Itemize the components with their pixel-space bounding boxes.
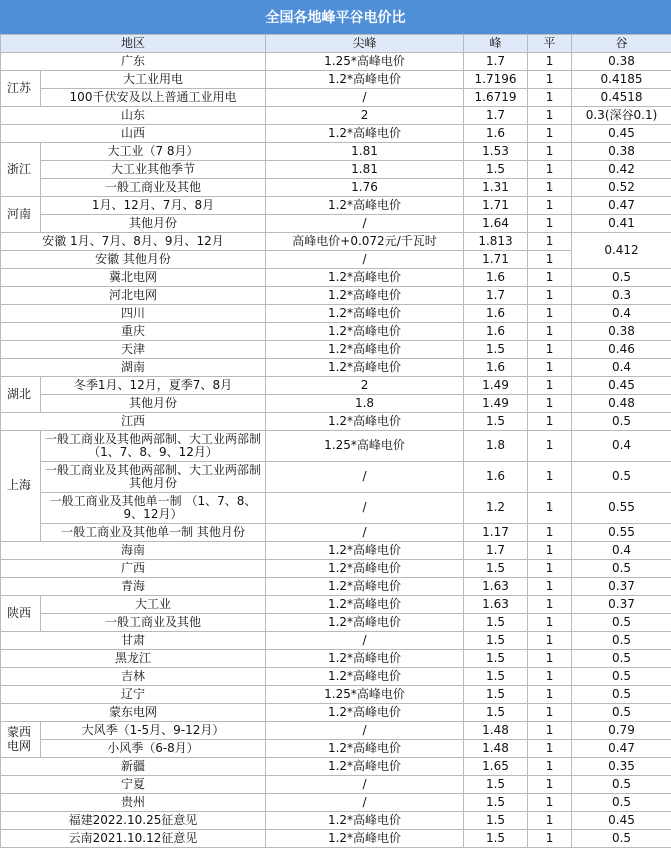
- ping-cell: 1: [528, 524, 572, 542]
- ping-cell: 1: [528, 179, 572, 197]
- sub-cell: 其他月份: [41, 395, 266, 413]
- gu-cell: 0.47: [572, 197, 671, 215]
- ping-cell: 1: [528, 395, 572, 413]
- table-row: [1, 794, 671, 812]
- region-cell: 天津: [1, 341, 266, 359]
- table-row: [1, 560, 671, 578]
- jianfeng-cell: 1.2*高峰电价: [266, 542, 464, 560]
- gu-cell: 0.5: [572, 776, 671, 794]
- region-cell: 四川: [1, 305, 266, 323]
- table-row: [1, 812, 671, 830]
- sub-cell: 1月、12月、7月、8月: [41, 197, 266, 215]
- gu-cell: 0.5: [572, 686, 671, 704]
- jianfeng-cell: 1.2*高峰电价: [266, 614, 464, 632]
- table-row: [1, 650, 671, 668]
- ping-cell: 1: [528, 830, 572, 848]
- ping-cell: 1: [528, 560, 572, 578]
- jianfeng-cell: 1.2*高峰电价: [266, 740, 464, 758]
- sub-cell: 大风季（1-5月、9-12月）: [41, 722, 266, 740]
- region-cell: 河南: [1, 197, 41, 233]
- feng-cell: 1.7196: [464, 71, 528, 89]
- jianfeng-cell: 1.2*高峰电价: [266, 71, 464, 89]
- table-row: [1, 215, 671, 233]
- gu-cell: 0.4: [572, 359, 671, 377]
- ping-cell: 1: [528, 341, 572, 359]
- gu-cell: 0.55: [572, 524, 671, 542]
- feng-cell: 1.7: [464, 107, 528, 125]
- gu-cell: 0.38: [572, 53, 671, 71]
- region-cell: 蒙东电网: [1, 704, 266, 722]
- ping-cell: 1: [528, 71, 572, 89]
- feng-cell: 1.71: [464, 197, 528, 215]
- jianfeng-cell: 1.2*高峰电价: [266, 560, 464, 578]
- gu-cell: 0.45: [572, 125, 671, 143]
- feng-cell: 1.5: [464, 341, 528, 359]
- ping-cell: 1: [528, 251, 572, 269]
- sub-cell: 一般工商业及其他两部制、大工业两部制 （1、7、8、9、12月）: [41, 431, 266, 462]
- feng-cell: 1.5: [464, 830, 528, 848]
- region-cell: 云南2021.10.12征意见: [1, 830, 266, 848]
- region-cell: 河北电网: [1, 287, 266, 305]
- ping-cell: 1: [528, 578, 572, 596]
- table-row: [1, 758, 671, 776]
- sub-cell: 大工业其他季节: [41, 161, 266, 179]
- ping-cell: 1: [528, 704, 572, 722]
- jianfeng-cell: 2: [266, 107, 464, 125]
- ping-cell: 1: [528, 758, 572, 776]
- ping-cell: 1: [528, 740, 572, 758]
- ping-cell: 1: [528, 143, 572, 161]
- ping-cell: 1: [528, 776, 572, 794]
- jianfeng-cell: 1.25*高峰电价: [266, 53, 464, 71]
- jianfeng-cell: /: [266, 215, 464, 233]
- gu-cell: 0.412: [572, 233, 671, 269]
- table-row: [1, 493, 671, 524]
- gu-cell: 0.38: [572, 143, 671, 161]
- ping-cell: 1: [528, 233, 572, 251]
- jianfeng-cell: 1.2*高峰电价: [266, 578, 464, 596]
- gu-cell: 0.35: [572, 758, 671, 776]
- table-row: [1, 462, 671, 493]
- table-row: [1, 89, 671, 107]
- region-cell: 甘肃: [1, 632, 266, 650]
- feng-cell: 1.6: [464, 269, 528, 287]
- sub-cell: 一般工商业及其他单一制 （1、7、8、9、12月）: [41, 493, 266, 524]
- table-row: [1, 341, 671, 359]
- region-cell: 江苏: [1, 71, 41, 107]
- feng-cell: 1.5: [464, 560, 528, 578]
- ping-cell: 1: [528, 596, 572, 614]
- region-cell: 海南: [1, 542, 266, 560]
- table-row: [1, 830, 671, 848]
- feng-cell: 1.6719: [464, 89, 528, 107]
- header-ping: 平: [528, 35, 572, 53]
- region-cell: 安徽 其他月份: [1, 251, 266, 269]
- gu-cell: 0.46: [572, 341, 671, 359]
- table-row: [1, 197, 671, 215]
- feng-cell: 1.6: [464, 305, 528, 323]
- jianfeng-cell: /: [266, 524, 464, 542]
- ping-cell: 1: [528, 107, 572, 125]
- table-row: [1, 233, 671, 251]
- jianfeng-cell: /: [266, 462, 464, 493]
- table-row: [1, 413, 671, 431]
- feng-cell: 1.8: [464, 431, 528, 462]
- jianfeng-cell: 1.2*高峰电价: [266, 758, 464, 776]
- table-row: [1, 71, 671, 89]
- gu-cell: 0.37: [572, 596, 671, 614]
- region-cell: 辽宁: [1, 686, 266, 704]
- gu-cell: 0.5: [572, 650, 671, 668]
- feng-cell: 1.6: [464, 323, 528, 341]
- table-row: [1, 668, 671, 686]
- ping-cell: 1: [528, 269, 572, 287]
- gu-cell: 0.4: [572, 305, 671, 323]
- header-region: 地区: [1, 35, 266, 53]
- feng-cell: 1.17: [464, 524, 528, 542]
- feng-cell: 1.813: [464, 233, 528, 251]
- region-cell: 吉林: [1, 668, 266, 686]
- gu-cell: 0.5: [572, 704, 671, 722]
- region-cell: 浙江: [1, 143, 41, 197]
- sub-cell: 一般工商业及其他两部制、大工业两部制 其他月份: [41, 462, 266, 493]
- region-cell: 冀北电网: [1, 269, 266, 287]
- ping-cell: 1: [528, 89, 572, 107]
- feng-cell: 1.5: [464, 614, 528, 632]
- gu-cell: 0.45: [572, 377, 671, 395]
- gu-cell: 0.52: [572, 179, 671, 197]
- ping-cell: 1: [528, 197, 572, 215]
- feng-cell: 1.6: [464, 462, 528, 493]
- ping-cell: 1: [528, 305, 572, 323]
- gu-cell: 0.5: [572, 632, 671, 650]
- jianfeng-cell: 1.2*高峰电价: [266, 812, 464, 830]
- jianfeng-cell: 1.2*高峰电价: [266, 830, 464, 848]
- gu-cell: 0.5: [572, 269, 671, 287]
- gu-cell: 0.79: [572, 722, 671, 740]
- table-row: [1, 179, 671, 197]
- ping-cell: 1: [528, 161, 572, 179]
- gu-cell: 0.47: [572, 740, 671, 758]
- gu-cell: 0.55: [572, 493, 671, 524]
- gu-cell: 0.37: [572, 578, 671, 596]
- feng-cell: 1.53: [464, 143, 528, 161]
- gu-cell: 0.5: [572, 668, 671, 686]
- gu-cell: 0.41: [572, 215, 671, 233]
- ping-cell: 1: [528, 413, 572, 431]
- feng-cell: 1.63: [464, 596, 528, 614]
- jianfeng-cell: /: [266, 89, 464, 107]
- table-row: [1, 542, 671, 560]
- feng-cell: 1.5: [464, 794, 528, 812]
- feng-cell: 1.7: [464, 542, 528, 560]
- region-cell: 山东: [1, 107, 266, 125]
- feng-cell: 1.5: [464, 686, 528, 704]
- table-row: [1, 704, 671, 722]
- gu-cell: 0.5: [572, 413, 671, 431]
- region-cell: 福建2022.10.25征意见: [1, 812, 266, 830]
- ping-cell: 1: [528, 323, 572, 341]
- table-row: [1, 107, 671, 125]
- feng-cell: 1.48: [464, 740, 528, 758]
- jianfeng-cell: 1.2*高峰电价: [266, 704, 464, 722]
- gu-cell: 0.38: [572, 323, 671, 341]
- jianfeng-cell: 1.25*高峰电价: [266, 431, 464, 462]
- ping-cell: 1: [528, 614, 572, 632]
- gu-cell: 0.5: [572, 462, 671, 493]
- jianfeng-cell: 1.81: [266, 143, 464, 161]
- region-cell: 广西: [1, 560, 266, 578]
- gu-cell: 0.4518: [572, 89, 671, 107]
- region-cell: 上海: [1, 431, 41, 542]
- feng-cell: 1.6: [464, 125, 528, 143]
- header-gu: 谷: [572, 35, 671, 53]
- ping-cell: 1: [528, 812, 572, 830]
- region-cell: 贵州: [1, 794, 266, 812]
- feng-cell: 1.5: [464, 668, 528, 686]
- table-row: [1, 143, 671, 161]
- feng-cell: 1.5: [464, 632, 528, 650]
- ping-cell: 1: [528, 287, 572, 305]
- ping-cell: 1: [528, 53, 572, 71]
- jianfeng-cell: 1.2*高峰电价: [266, 305, 464, 323]
- ping-cell: 1: [528, 722, 572, 740]
- sub-cell: 大工业用电: [41, 71, 266, 89]
- jianfeng-cell: 1.2*高峰电价: [266, 197, 464, 215]
- gu-cell: 0.4: [572, 542, 671, 560]
- table-row: [1, 431, 671, 462]
- region-cell: 宁夏: [1, 776, 266, 794]
- sub-cell: 大工业: [41, 596, 266, 614]
- jianfeng-cell: 1.2*高峰电价: [266, 287, 464, 305]
- region-cell: 山西: [1, 125, 266, 143]
- sub-cell: 一般工商业及其他: [41, 614, 266, 632]
- jianfeng-cell: 1.81: [266, 161, 464, 179]
- header-feng: 峰: [464, 35, 528, 53]
- region-cell: 湖北: [1, 377, 41, 413]
- feng-cell: 1.7: [464, 287, 528, 305]
- table-row: [1, 740, 671, 758]
- region-cell: 广东: [1, 53, 266, 71]
- table-row: [1, 614, 671, 632]
- table-row: [1, 359, 671, 377]
- table-row: [1, 395, 671, 413]
- jianfeng-cell: 1.2*高峰电价: [266, 650, 464, 668]
- sub-cell: 小风季（6-8月）: [41, 740, 266, 758]
- region-cell: 安徽 1月、7月、8月、9月、12月: [1, 233, 266, 251]
- ping-cell: 1: [528, 632, 572, 650]
- table-row: [1, 632, 671, 650]
- feng-cell: 1.31: [464, 179, 528, 197]
- feng-cell: 1.2: [464, 493, 528, 524]
- region-cell: 湖南: [1, 359, 266, 377]
- table-row: [1, 53, 671, 71]
- feng-cell: 1.5: [464, 161, 528, 179]
- ping-cell: 1: [528, 431, 572, 462]
- table-row: [1, 305, 671, 323]
- jianfeng-cell: 1.2*高峰电价: [266, 323, 464, 341]
- region-cell: 新疆: [1, 758, 266, 776]
- ping-cell: 1: [528, 377, 572, 395]
- sub-cell: 100千伏安及以上普通工业用电: [41, 89, 266, 107]
- feng-cell: 1.49: [464, 377, 528, 395]
- region-cell: 黑龙江: [1, 650, 266, 668]
- feng-cell: 1.48: [464, 722, 528, 740]
- feng-cell: 1.5: [464, 704, 528, 722]
- jianfeng-cell: 1.2*高峰电价: [266, 596, 464, 614]
- region-cell: 江西: [1, 413, 266, 431]
- ping-cell: 1: [528, 650, 572, 668]
- region-cell: 重庆: [1, 323, 266, 341]
- feng-cell: 1.49: [464, 395, 528, 413]
- sub-cell: 其他月份: [41, 215, 266, 233]
- gu-cell: 0.42: [572, 161, 671, 179]
- gu-cell: 0.48: [572, 395, 671, 413]
- gu-cell: 0.3: [572, 287, 671, 305]
- ping-cell: 1: [528, 215, 572, 233]
- jianfeng-cell: 1.2*高峰电价: [266, 413, 464, 431]
- table-row: [1, 269, 671, 287]
- jianfeng-cell: /: [266, 632, 464, 650]
- jianfeng-cell: 1.2*高峰电价: [266, 269, 464, 287]
- ping-cell: 1: [528, 125, 572, 143]
- sub-cell: 冬季1月、12月，夏季7、8月: [41, 377, 266, 395]
- jianfeng-cell: 1.2*高峰电价: [266, 668, 464, 686]
- gu-cell: 0.5: [572, 614, 671, 632]
- table-row: [1, 377, 671, 395]
- table-row: [1, 251, 671, 269]
- jianfeng-cell: /: [266, 493, 464, 524]
- gu-cell: 0.3(深谷0.1): [572, 107, 671, 125]
- jianfeng-cell: 2: [266, 377, 464, 395]
- table-row: [1, 287, 671, 305]
- jianfeng-cell: 1.8: [266, 395, 464, 413]
- gu-cell: 0.5: [572, 794, 671, 812]
- table-row: [1, 596, 671, 614]
- feng-cell: 1.63: [464, 578, 528, 596]
- region-cell: 青海: [1, 578, 266, 596]
- jianfeng-cell: 1.25*高峰电价: [266, 686, 464, 704]
- table-row: [1, 722, 671, 740]
- ping-cell: 1: [528, 462, 572, 493]
- jianfeng-cell: /: [266, 794, 464, 812]
- jianfeng-cell: 1.2*高峰电价: [266, 359, 464, 377]
- table-row: [1, 125, 671, 143]
- feng-cell: 1.7: [464, 53, 528, 71]
- region-cell: 蒙西电网: [1, 722, 41, 758]
- jianfeng-cell: 1.2*高峰电价: [266, 341, 464, 359]
- table-row: [1, 776, 671, 794]
- table-title: 全国各地峰平谷电价比: [0, 0, 671, 34]
- jianfeng-cell: /: [266, 251, 464, 269]
- table-row: [1, 323, 671, 341]
- jianfeng-cell: 1.2*高峰电价: [266, 125, 464, 143]
- region-cell: 陕西: [1, 596, 41, 632]
- table-row: [1, 578, 671, 596]
- feng-cell: 1.6: [464, 359, 528, 377]
- gu-cell: 0.4: [572, 431, 671, 462]
- table-row: [1, 524, 671, 542]
- price-table: [0, 34, 671, 848]
- jianfeng-cell: 1.76: [266, 179, 464, 197]
- header-row: [1, 35, 671, 53]
- table-row: [1, 161, 671, 179]
- feng-cell: 1.65: [464, 758, 528, 776]
- feng-cell: 1.71: [464, 251, 528, 269]
- feng-cell: 1.5: [464, 413, 528, 431]
- ping-cell: 1: [528, 542, 572, 560]
- feng-cell: 1.5: [464, 776, 528, 794]
- sub-cell: 一般工商业及其他单一制 其他月份: [41, 524, 266, 542]
- header-jianfeng: 尖峰: [266, 35, 464, 53]
- jianfeng-cell: 高峰电价+0.072元/千瓦时: [266, 233, 464, 251]
- sub-cell: 一般工商业及其他: [41, 179, 266, 197]
- gu-cell: 0.5: [572, 830, 671, 848]
- jianfeng-cell: /: [266, 776, 464, 794]
- ping-cell: 1: [528, 493, 572, 524]
- sub-cell: 大工业（7 8月）: [41, 143, 266, 161]
- table-row: [1, 686, 671, 704]
- ping-cell: 1: [528, 794, 572, 812]
- ping-cell: 1: [528, 686, 572, 704]
- ping-cell: 1: [528, 359, 572, 377]
- jianfeng-cell: /: [266, 722, 464, 740]
- gu-cell: 0.45: [572, 812, 671, 830]
- feng-cell: 1.5: [464, 650, 528, 668]
- gu-cell: 0.5: [572, 560, 671, 578]
- ping-cell: 1: [528, 668, 572, 686]
- feng-cell: 1.64: [464, 215, 528, 233]
- feng-cell: 1.5: [464, 812, 528, 830]
- gu-cell: 0.4185: [572, 71, 671, 89]
